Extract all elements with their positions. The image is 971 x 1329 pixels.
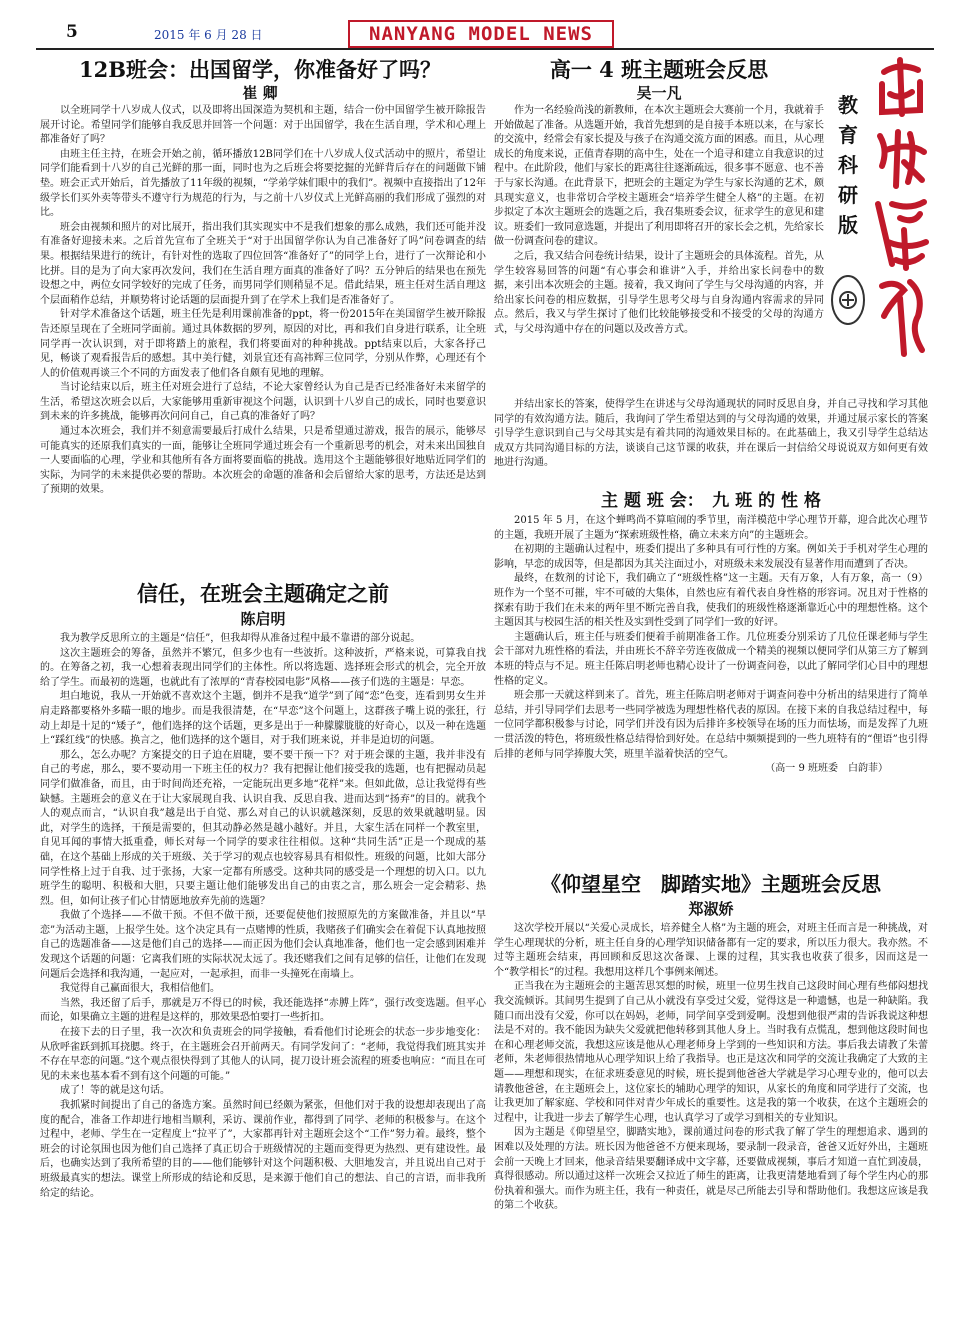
article2-body (40, 632, 486, 1308)
article2-title: 信任，在班会主题确定之前 (137, 581, 389, 606)
article4-signature: （高一 9 班班委 白韵菲） (765, 763, 888, 775)
paragraph: 我抓紧时间提出了自己的备选方案。虽然时间已经颇为紧张，但他们对于我的设想却表现出了高度的配合，准备工作却进行地相当顺利，采访、课前作业，都得到了同学、老师的积极参与。在这个过程中，老师、学生在一定程度上“拉平了”，大家都再针对主题班会这个“工作”努力着。最终，整个班会的讨论氛围也因为他们自己选择了真正切合于班级情况的主题而变得更为热烈、更有建设性。最后，也确实达到了我所希望的目的——他们能够针对这个问题积极、大胆地发言，并且说出自己对于班级最真实的想法。课堂上所形成的结论和反思，是来源于他们自己的想法、自己的言语，而非我所给定的结论。 (40, 1100, 486, 1199)
paragraph: 当然，我还留了后手，那就是万不得已的时候，我还能选择“赤膊上阵”，强行改变选题。但平心而论，如果确立主题的进程是这样的，那效果恐怕要打一些折扣。 (40, 997, 486, 1024)
paragraph: 我做了个选择——不做干预。不但不做干预，还要促使他们按照原先的方案做准备，并且以“早恋”为活动主题，上报学生处。这个决定具有一点赌博的性质，我赌孩子们确实会在着促下认真地按照自己的选题准备——这是他们自己的选择——而正因为他们会认真地准备，他们也一定会感到困难并发现这个话题的问题：它离我们班的实际状况太远了。我还赌我们之间有足够的信任，让他们在发现问题后会选择和我沟通，一起应对，一起承担，而非一头撞死在南墙上。 (40, 910, 486, 980)
newspaper-calligraphy-logo (870, 54, 930, 364)
article4-title: 主 题 班 会： 九 班 的 性 格 (601, 491, 821, 511)
paragraph: 针对学术准备这个话题，班主任先是利用课前准备的ppt，将一份2015年在美国留学生被开除报告还原呈现在了全班同学面前。通过具体数据的罗列，原因的对比，再和我们自身进行联系，让全班同学再一次认识到，对于即将踏上的旅程，我们将要面对的种种挑战。ppt结束以后，大家各抒己见，畅谈了观看报告后的感想。其中美行健，刘景宜还有高祎辉三位同学，分别从作弊，心理还有个人的价值观再谈三个不同的方面发表了他们各自颇有见地的理解。 (40, 309, 486, 379)
paragraph: 我觉得自己赢面很大，我相信他们。 (60, 983, 220, 995)
article3-title: 高一 4 班主题班会反思 (549, 57, 769, 82)
edition-char: 研 (838, 183, 858, 207)
page-header (36, 20, 934, 50)
article4-body (494, 514, 928, 860)
article3-body-lower (494, 398, 928, 470)
paragraph: 那么，怎么办呢？方案提交的日子迫在眉睫，要不要干预一下？对于班会课的主题，我并非没有自己的考虑，那么，要不要动用一下班主任的权力？我有把握让他们接受我的选题，也有把握动员起同学们做准备，而且，由于时间尚还充裕，一定能玩出更多地“花样”来。但如此做，总让我觉得有些缺憾。主题班会的意义在于让大家展现自我、认识自我、反思自我、进而达到“扬弃”的目的。就我个人的观点而言，“认识自我”越是出于自觉、那么对自己的认识就越深刻，反思的效果就越明显。因此，对学生的选择，干预是需要的，但其动静必然是越小越好。并且，大家生活在同样一个教室里，自见耳闻的事情大抵重叠，师长对每一个同学的要求往往相似。这种“共同生活”正是一个现成的基础，在这个基础上形成的关于班级、关于学习的观点也较容易具有相似性。班级的问题，比如大部分同学性格上过于自我、过于张扬，大家一定都有所感受。这种共同的感受是一个理想的切入口。以九班学生的聪明、积极和大胆，只要主题让他们能够发出自己的由衷之言，那么班会一定会精彩、热烈。但，如何让孩子们心甘情愿地放弃先前的选题？ (40, 749, 486, 907)
paragraph: 这次主题班会的筹备，虽然并不繁冗，但多少也有一些波折。这种波折，严格来说，可算我自找的。在筹备之初，我一心想着表现出同学们的主体性。所以将选题、选择班会形式的机会，完全开放给了学生。而最初的选题，也就此有了浓厚的“青春校园电影”风格——孩子们选的主题是：早恋。 (40, 647, 486, 688)
paragraph: 由班主任主持，在班会开始之前，循环播放12B同学们在十八岁成人仪式活动中的照片，希望让同学们能看到十八岁的自己光鲜的那一面，同时也为之后班会将要挖掘的光鲜背后存在的问题做下铺垫。班会正式开始后，首先播放了11年级的视频，“学弟学妹们眼中的我们”。视频中直接指出了12年级学长们买外卖等带头不遵守行为规范的行为，与之前十八岁仪式上光鲜高丽的我们形成了强烈的对比。 (40, 148, 486, 219)
edition-char: 科 (838, 153, 858, 177)
article5-title: 《仰望星空 脚踏实地》主题班会反思 (541, 872, 881, 896)
article5-author: 郑淑娇 (688, 900, 734, 918)
edition-label (834, 90, 862, 240)
school-emblem-icon (828, 272, 868, 328)
paragraph: 并结出家长的答案，使得学生在讲述与父母沟通现状的同时反思自身，并自己寻找和学习其他同学的有效沟通方法。随后，我询问了学生希望达到的与父母沟通的效果，并通过展示家长的答案引导学生意识到自己与父母其实是有着共同的沟通效果目标的。在此基础上，我又引导学生总结达成双方共同沟通目标的方法，谈谈自己这节课的收获，并在课后一封信给父母说说双方如何更有效地进行沟通。 (494, 399, 928, 469)
paragraph: 之后，我又结合问卷统计结果，设计了主题班会的具体流程。首先，从学生较容易回答的问题“有心事会和谁讲”入手，并给出家长问卷中的数据，来引出本次班会的主题。接着，我又询问了学生与父母沟通的内容，并给出家长问卷的相应数据，引导学生思考父母与自身沟通内容需求的异同点。然后，我又与学生探讨了他们比较能够接受和不接受的父母的沟通方式，与父母沟通中存在的问题以及改善方式。 (494, 250, 824, 335)
paragraph: 在初期的主题确认过程中，班委们提出了多种具有可行性的方案。例如关于手机对学生心理的影响，早恋的成因等，但是都因为其关注面过小，对班级未来发展没有显著作用而遭到了否决。 (494, 544, 928, 570)
paragraph: 作为一名经验尚浅的新教师，在本次主题班会大赛前一个月，我就着手开始做起了准备。从选题开始，我首先想到的是自接手本班以来，在与家长的交流中，经常会有家长提及与孩子在沟通交流方面的困惑。而且，从心理成长的角度来说，正值青春期的高中生，处在一个追寻和建立自我意识的过程中。在此阶段，他们与家长的距离往往逐渐疏远，很多事不愿意、也不善于与家长沟通。在此背景下，把班会的主题定为学生与家长沟通的艺术，颇具现实意义，也非常切合学校主题班会“培养学生健全人格”的主题。在初步拟定了本次主题班会的选题之后，我召集班委会议，征求学生的意见和建议。班委们一致同意选题，并提出了利用即将召开的家长会之机，先给家长做一份调查问卷的建议。 (494, 105, 824, 248)
article1-author: 崔 卿 (242, 84, 278, 102)
edition-char: 教 (838, 93, 858, 117)
paragraph: 当讨论结束以后，班主任对班会进行了总结，不论大家曾经认为自己是否已经准备好未来留学的生活，希望这次班会以后，大家能够用重新审视这个问题，认识到十八岁自己的成长，同时也要意识到未来的许多挑战，能够再次问问自己，自己真的准备好了吗？ (40, 382, 486, 423)
article5-body (494, 922, 928, 1310)
paragraph: 因为主题是《仰望星空，脚踏实地》，课前通过问卷的形式我了解了学生的理想追求、遇到的困难以及处理的方法。班长因为他爸爸不方便来现场，要录制一段录音，爸爸又近好外出，主题班会前一天晚上才回来，他录音结果要翻译成中文字幕，还要做成视频，事后才知道一直忙到凌晨，真得很感动。所以通过这样一次班会又拉近了师生的距离，让我更清楚地看到了每个学生内心的那份执着和强大。而作为班主任，我有一种责任，就是尽己所能去引导和帮助他们。我想这应该是我的第二个收获。 (494, 1127, 928, 1212)
edition-char: 版 (838, 213, 858, 237)
paragraph: 主题确认后，班主任与班委们便着手前期准备工作。几位班委分别采访了几位任课老师与学生会干部对九班性格的看法，并由班长不辞辛劳连夜做成一个精美的视频以便同学们从第三方了解到本班的特点与不足。班主任陈启明老师也精心设计了一份调查问卷，以此了解同学们心目中的理想性格的定义。 (494, 631, 928, 687)
paragraph: 在接下去的日子里，我一次次和负责班会的同学接触，看看他们讨论班会的状态一步步地变化：从欣呼雀跃到抓耳挠腮。终于，在主题班会召开前两天。有同学发问了：“老师，我觉得我们班其实并不存在早恋的问题。”这个观点很快得到了其他人的认同，捉刀设计班会流程的班委也响应：“而且在可见的未来也基本看不到有这个问题的可能。” (40, 1027, 486, 1082)
paragraph: 成了！等的就是这句话。 (60, 1085, 170, 1097)
paragraph: 通过本次班会，我们并不刻意需要最后打成什么结果，只是希望通过游戏，报告的展示，能够尽可能真实的还原我们真实的一面，能够让全班同学通过班会有一个重新思考的机会，对未来出国独自一人要面临的心理，学业和其他所有各方面将要面临的挑战。选用这个主题能够很好地贴近同学们的实际，为同学的未来提供必要的帮助。本次班会的命题的准备和会后留给大家的思考，方法还是达到了预期的效果。 (40, 426, 486, 496)
article2-author: 陈启明 (240, 610, 286, 628)
paragraph: 我为教学反思所立的主题是“信任”，但我却得从准备过程中最不靠谱的部分说起。 (60, 633, 421, 644)
paragraph: 最终，在数剂的讨论下，我们确立了“班级性格”这一主题。天有万象，人有万象，高一（9）班作为一个坚不可摧，牢不可破的大集体，自然也应有着代表自身性格的形容词。况且对于性格的探索有助于我们在未来的两年里不断完善自我，使我们的班级性格逐渐靠近心中的理想性格。这个主题因其与校园生活的相关性及实到性受到了同学们一致的好评。 (494, 573, 928, 629)
article3-author: 吴一凡 (636, 84, 682, 102)
article3-body-upper (494, 104, 824, 354)
page-number: 5 (66, 22, 78, 42)
paragraph: 班会那一天就这样到来了。首先，班主任陈启明老师对于调查问卷中分析出的结果进行了简单总结，并引导同学们去思考一些同学被选为理想性格代表的原因。在接下来的自我总结过程中，每一位同学都积极参与讨论，同学们并没有因为后排许多校领导在场的压力而怯场，而是发挥了九班一贯活泼的特色，将班级性格总结得恰到好处。在总结中频频提到的一些九班特有的“俚语”也引得后排的老师与同学捧腹大笑，班里羊溢着快活的空气。 (494, 690, 928, 760)
article1-body (40, 104, 486, 566)
edition-char: 育 (838, 123, 858, 147)
paragraph: 班会由视频和照片的对比展开，指出我们其实现实中不是我们想象的那么成熟，我们还可能并没有准备好迎接未来。之后首先宣布了全班关于“对于出国留学你认为自己准备好了吗”问卷调查的结果。根据结果进行的统计，有针对性的选取了四位回答“准备好了”的同学上台，进行了一次辩论和小比拼。目的是为了向大家再次发问，我们在生活自理方面真的准备好了吗？五分钟后的结果也在预先设想之中，两位女同学较好的完成了任务，而男同学们则稍显不足。借此结果，班主任对生活自理这个层面稍作总结，并顺势将讨论话题的层面提升到了在学术上我们是否准备好了。 (40, 221, 486, 306)
paragraph: 正当我在为主题班会的主题苦思冥想的时候，班里一位男生找自己这段时间心理有些郁闷想找我交流倾诉。其间男生提到了自己从小就没有享受过父爱，觉得这是一种遗憾，也是一种缺陷。我随口而出没有父爱，你可以在妈妈，老师，同学间享受到爱啊。没想到他很严肃的告诉我说这种想法是不对的。我不能因为缺失父爱就把他转移到其他人身上。当时我有点慌乱，想到他这段时间也在和心理老师交流，我想这应该是他从心理老师身上学到的一些知识和方法。事后我去请教了朱蕾老师，朱老师很热情地从心理学知识上给了我指导。也正是这次和同学的交流让我确定了大致的主题——理想和现实，在征求班委意见的时候，班长提到他爸爸大学就是学习心理专业的，他可以去请教他爸爸，在主题班会上，这位家长的辅助心理学的知识，从家长的角度和同学进行了交流，也让我更加了解家庭、学校和同伴对青少年成长的重要性。这是我的第一个收获，在这个主题班会的过程中，让我进一步去了解学生心理，也认真学习了或学习到相关的专业知识。 (494, 981, 928, 1124)
paragraph: 这次学校开展以“关爱心灵成长，培养健全人格”为主题的班会，对班主任而言是一种挑战，对学生心理现状的分析，班主任自身的心理学知识储备都有一定的要求，所以压力很大。我亦然。不过等主题班会结束，再回顾和反思这次备课、上课的过程，其实我也收获了很多，因而这是一个“教学相长”的过程。我想用这样几个事例来阐述。 (494, 923, 928, 978)
article1-title: 12B班会：出国留学，你准备好了吗？ (79, 57, 441, 82)
paragraph: 2015 年 5 月，在这个蝉鸣尚不算喧闹的季节里，南洋模范中学心理节开幕，迎合此次心理节的主题，我班开展了主题为“探索班级性格，确立未来方向”的主题班会。 (494, 515, 928, 541)
paragraph: 坦白地说，我从一开始就不喜欢这个主题，倒并不是我“道学”到了闻“恋”色变，连看到男女生并肩走路都要格外多瞄一眼的地步。而是我很清楚，在“早恋”这个问题上，这群孩子嘴上说的张狂，行动上却是十足的“矮子”，他们选择的这个话题，更多是出于一种朦朦胧胧的好奇心，以及一种在选题上“踩红线”的快感。换言之，他们选择的这个题目，对于我们班来说，并非是迫切的问题。 (40, 691, 486, 747)
masthead: NANYANG MODEL NEWS (348, 20, 614, 48)
paragraph: 以全班同学十八岁成人仪式，以及即将出国深造为契机和主题，结合一份中国留学生被开除报告展开讨论。希望同学们能够自我反思并回答一个问题：对于出国留学，我在生活自理，学术和心理上都准备好了吗？ (40, 105, 486, 146)
issue-date: 2015 年 6 月 28 日 (154, 28, 263, 42)
